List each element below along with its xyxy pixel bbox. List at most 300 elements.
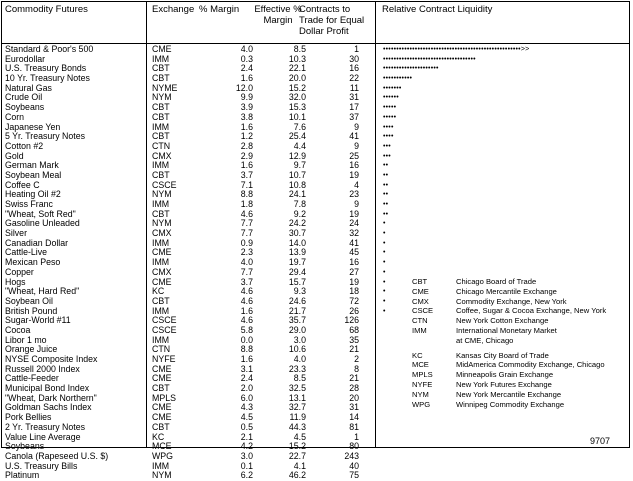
header-contracts-line3: Dollar Profit: [299, 26, 349, 37]
margin-value: 3.7: [240, 276, 253, 287]
effective-margin-value: 32.7: [288, 402, 306, 413]
effective-margin-value: 35.7: [288, 315, 306, 326]
effective-margin-value: 14.0: [288, 237, 306, 248]
exchange-code: CBT: [152, 421, 170, 432]
effective-margin-value: 29.4: [288, 266, 306, 277]
exchange-code: IMM: [152, 257, 170, 268]
contracts-value: 45: [349, 247, 359, 258]
commodity-name: Corn: [5, 111, 25, 122]
exchange-code: CME: [152, 412, 172, 423]
table-row: [0, 161, 633, 171]
legend-item: [412, 306, 627, 316]
table-row: [0, 64, 633, 74]
effective-margin-value: 7.8: [293, 199, 306, 209]
liquidity-bar: •••••••••••: [383, 75, 413, 83]
liquidity-bar: ••: [383, 181, 389, 189]
liquidity-bar: •: [383, 220, 386, 228]
margin-value: 4.3: [240, 402, 253, 413]
margin-value: 7.7: [240, 228, 253, 239]
effective-margin-value: 25.4: [288, 131, 306, 142]
effective-margin-value: 4.4: [293, 140, 306, 151]
exchange-code: MPLS: [152, 392, 176, 403]
commodity-name: Soybean Oil: [5, 295, 53, 306]
effective-margin-value: 4.5: [293, 431, 306, 442]
margin-value: 1.6: [240, 121, 253, 132]
liquidity-bar: •: [383, 307, 386, 315]
commodity-name: Value Line Average: [5, 431, 81, 442]
table-row: [0, 433, 633, 443]
margin-value: 4.6: [240, 315, 253, 326]
contracts-value: 18: [349, 286, 359, 297]
margin-value: 0.9: [240, 237, 253, 248]
commodity-name: Silver: [5, 228, 27, 239]
effective-margin-value: 3.0: [293, 334, 306, 345]
exchange-code: CBT: [152, 208, 170, 219]
legend-abbr: CSCE: [412, 306, 434, 316]
effective-margin-value: 13.1: [288, 392, 306, 403]
exchange-code: IMM: [152, 160, 170, 171]
commodity-name: Sugar-World #11: [5, 315, 71, 326]
commodity-name: "Wheat, Soft Red": [5, 208, 76, 219]
legend-full-name: Minneapolis Grain Exchange: [456, 370, 554, 380]
table-row: [0, 55, 633, 65]
contracts-value: 21: [349, 344, 359, 355]
margin-value: 5.8: [240, 324, 253, 335]
contracts-value: 28: [349, 383, 359, 394]
margin-value: 2.9: [240, 150, 253, 161]
margin-value: 7.1: [240, 179, 253, 190]
margin-value: 0.5: [240, 421, 253, 432]
margin-value: 1.2: [240, 131, 253, 142]
effective-margin-value: 10.3: [288, 53, 306, 64]
table-row: [0, 93, 633, 103]
legend-item: [412, 390, 627, 400]
liquidity-bar: •: [383, 288, 386, 296]
liquidity-bar: •: [383, 230, 386, 238]
margin-value: 4.0: [240, 257, 253, 268]
contracts-value: 24: [349, 218, 359, 229]
table-row: [0, 123, 633, 133]
effective-margin-value: 30.7: [288, 228, 306, 239]
contracts-value: 32: [349, 228, 359, 239]
contracts-value: 1: [354, 44, 359, 54]
exchange-code: CTN: [152, 344, 171, 355]
margin-value: 1.6: [240, 160, 253, 171]
effective-margin-value: 12.9: [288, 150, 306, 161]
contracts-value: 25: [349, 150, 359, 161]
exchange-code: CME: [152, 276, 172, 287]
exchange-code: CSCE: [152, 324, 177, 335]
commodity-name: Platinum: [5, 470, 40, 481]
commodity-name: Standard & Poor's 500: [5, 44, 94, 54]
legend-abbr: CME: [412, 286, 429, 296]
exchange-code: CSCE: [152, 179, 177, 190]
header-margin: % Margin: [199, 4, 240, 15]
margin-value: 4.6: [240, 286, 253, 297]
exchange-code: CME: [152, 247, 172, 258]
legend-abbr: IMM: [412, 325, 427, 335]
exchange-code: CBT: [152, 169, 170, 180]
commodity-name: Gold: [5, 150, 24, 161]
table-row: [0, 210, 633, 220]
exchange-code: IMM: [152, 53, 170, 64]
table-row: [0, 181, 633, 191]
effective-margin-value: 32.0: [288, 92, 306, 103]
contracts-value: 41: [349, 131, 359, 142]
contracts-value: 19: [349, 169, 359, 180]
commodity-name: Coffee C: [5, 179, 40, 190]
margin-value: 8.8: [240, 344, 253, 355]
commodity-name: Swiss Franc: [5, 199, 53, 209]
exchange-code: CME: [152, 402, 172, 413]
legend-full-name: Chicago Board of Trade: [456, 277, 537, 286]
commodity-name: Russell 2000 Index: [5, 363, 80, 374]
effective-margin-value: 29.0: [288, 324, 306, 335]
contracts-value: 8: [354, 363, 359, 374]
effective-margin-value: 15.3: [288, 102, 306, 113]
commodity-name: Canadian Dollar: [5, 237, 69, 248]
liquidity-bar: ••••••: [383, 94, 399, 102]
exchange-code: MCE: [152, 441, 172, 452]
contracts-value: 41: [349, 237, 359, 248]
header-contracts-line2: Trade for Equal: [299, 15, 365, 26]
effective-margin-value: 13.9: [288, 247, 306, 258]
legend-full-name: International Monetary Market: [456, 325, 557, 335]
exchange-code: CBT: [152, 102, 170, 113]
liquidity-bar: ••: [383, 171, 389, 179]
header-liquidity: Relative Contract Liquidity: [382, 4, 493, 15]
effective-margin-value: 20.0: [288, 73, 306, 84]
contracts-value: 75: [349, 470, 359, 481]
commodity-name: Cotton #2: [5, 140, 44, 151]
effective-margin-value: 10.1: [288, 111, 306, 122]
commodity-name: 10 Yr. Treasury Notes: [5, 73, 90, 84]
effective-margin-value: 9.3: [293, 286, 306, 297]
exchange-code: KC: [152, 431, 165, 442]
liquidity-bar: •••••: [383, 113, 397, 121]
exchange-code: CBT: [152, 131, 170, 142]
legend-abbr: CTN: [412, 316, 428, 326]
exchange-code: NYM: [152, 92, 172, 103]
table-row: [0, 452, 633, 462]
margin-value: 7.7: [240, 266, 253, 277]
effective-margin-value: 4.1: [293, 460, 306, 471]
commodity-name: 2 Yr. Treasury Notes: [5, 421, 86, 432]
contracts-value: 16: [349, 257, 359, 268]
effective-margin-value: 7.6: [293, 121, 306, 132]
effective-margin-value: 10.7: [288, 169, 306, 180]
exchange-code: IMM: [152, 237, 170, 248]
effective-margin-value: 9.7: [293, 160, 306, 171]
legend-abbr: NYM: [412, 389, 429, 399]
table-row: [0, 113, 633, 123]
exchange-code: NYFE: [152, 354, 176, 364]
commodity-name: Cattle-Live: [5, 247, 48, 258]
margin-value: 3.9: [240, 102, 253, 113]
liquidity-bar: •••: [383, 142, 391, 150]
commodity-name: Soybeans: [5, 102, 45, 113]
margin-value: 0.1: [240, 460, 253, 471]
commodity-name: "Wheat, Dark Northern": [5, 392, 97, 403]
margin-value: 0.3: [240, 53, 253, 64]
commodity-name: Libor 1 mo: [5, 334, 47, 345]
commodity-name: U.S. Treasury Bills: [5, 460, 78, 471]
exchange-code: CME: [152, 373, 172, 384]
commodity-name: NYSE Composite Index: [5, 354, 98, 364]
contracts-value: 9: [354, 140, 359, 151]
exchange-code: CSCE: [152, 315, 177, 326]
legend-abbr: MPLS: [412, 370, 433, 380]
liquidity-bar: •: [383, 239, 386, 247]
margin-value: 2.8: [240, 140, 253, 151]
exchange-code: CBT: [152, 63, 170, 74]
contracts-value: 17: [349, 102, 359, 113]
margin-value: 4.5: [240, 412, 253, 423]
header-commodity: Commodity Futures: [5, 4, 88, 15]
liquidity-bar: •: [383, 249, 386, 257]
effective-margin-value: 46.2: [288, 470, 306, 481]
legend-item: [412, 316, 627, 326]
contracts-value: 22: [349, 73, 359, 84]
contracts-value: 81: [349, 421, 359, 432]
margin-value: 2.3: [240, 247, 253, 258]
liquidity-bar: •••••: [383, 104, 397, 112]
margin-value: 3.8: [240, 111, 253, 122]
exchange-code: CBT: [152, 73, 170, 84]
commodity-name: Municipal Bond Index: [5, 383, 90, 394]
exchange-code: CMX: [152, 150, 172, 161]
legend-full-name: New York Futures Exchange: [456, 379, 552, 389]
margin-value: 6.0: [240, 392, 253, 403]
legend-item: [412, 360, 627, 370]
table-row: [0, 103, 633, 113]
margin-value: 4.6: [240, 295, 253, 306]
table-row: [0, 45, 633, 55]
commodity-name: Canola (Rapeseed U.S. $): [5, 450, 109, 461]
effective-margin-value: 21.7: [288, 305, 306, 316]
table-row: [0, 239, 633, 249]
margin-value: 3.0: [240, 450, 253, 461]
commodity-name: Soybeans: [5, 441, 45, 452]
header-divider: [1, 43, 630, 44]
margin-value: 1.6: [240, 354, 253, 364]
commodity-name: Goldman Sachs Index: [5, 402, 92, 413]
commodity-name: German Mark: [5, 160, 59, 171]
exchange-code: CBT: [152, 383, 170, 394]
legend-abbr: CBT: [412, 277, 428, 286]
effective-margin-value: 15.7: [288, 276, 306, 287]
commodity-name: "Wheat, Hard Red": [5, 286, 80, 297]
exchange-code: CMX: [152, 228, 172, 239]
commodity-name: Cocoa: [5, 324, 31, 335]
contracts-value: 26: [349, 305, 359, 316]
legend-full-name: Chicago Mercantile Exchange: [456, 286, 557, 296]
legend-full-name: Coffee, Sugar & Cocoa Exchange, New York: [456, 306, 607, 316]
exchange-code: NYM: [152, 218, 172, 229]
effective-margin-value: 23.3: [288, 363, 306, 374]
table-row: [0, 413, 633, 423]
legend-item: [412, 400, 627, 410]
legend-item: [412, 297, 627, 307]
commodity-name: Pork Bellies: [5, 412, 52, 423]
margin-value: 6.2: [240, 470, 253, 481]
effective-margin-value: 8.5: [293, 44, 306, 54]
commodity-name: Crude Oil: [5, 92, 43, 103]
margin-value: 12.0: [235, 82, 253, 93]
commodity-table-body: [0, 45, 633, 481]
contracts-value: 9: [354, 121, 359, 132]
contracts-value: 40: [349, 460, 359, 471]
commodity-name: Copper: [5, 266, 34, 277]
contracts-value: 126: [344, 315, 359, 326]
table-row: [0, 258, 633, 268]
contracts-value: 16: [349, 63, 359, 74]
exchange-code: IMM: [152, 199, 170, 209]
effective-margin-value: 32.5: [288, 383, 306, 394]
commodity-name: Orange Juice: [5, 344, 58, 355]
effective-margin-value: 24.1: [288, 189, 306, 200]
contracts-value: 31: [349, 92, 359, 103]
effective-margin-value: 8.5: [293, 373, 306, 384]
exchange-code: CBT: [152, 295, 170, 306]
liquidity-bar: ••: [383, 191, 389, 199]
legend-item: [412, 326, 627, 336]
exchange-code: NYME: [152, 82, 178, 93]
legend-item: [412, 351, 627, 361]
margin-value: 4.0: [240, 44, 253, 54]
table-row: [0, 219, 633, 229]
margin-value: 9.9: [240, 92, 253, 103]
contracts-value: 20: [349, 392, 359, 403]
contracts-value: 4: [354, 179, 359, 190]
margin-value: 0.0: [240, 334, 253, 345]
legend-item: [412, 277, 627, 287]
table-row: [0, 471, 633, 481]
liquidity-bar: •: [383, 268, 386, 276]
effective-margin-value: 10.6: [288, 344, 306, 355]
effective-margin-value: 22.1: [288, 63, 306, 74]
contracts-value: 35: [349, 334, 359, 345]
header-exchange: Exchange: [152, 4, 195, 15]
effective-margin-value: 4.0: [293, 354, 306, 364]
contracts-value: 9: [354, 199, 359, 209]
effective-margin-value: 44.3: [288, 421, 306, 432]
contracts-value: 1: [354, 431, 359, 442]
legend-abbr: WPG: [412, 399, 431, 409]
legend-item: [412, 370, 627, 380]
legend-full-name: MidAmerica Commodity Exchange, Chicago: [456, 360, 605, 370]
table-row: [0, 423, 633, 433]
legend-abbr: NYFE: [412, 379, 433, 389]
exchange-code: NYM: [152, 470, 172, 481]
margin-value: 4.6: [240, 208, 253, 219]
liquidity-bar: ••••••••••••••••••••••••••••••••••••••••••••••••••••>>: [383, 46, 530, 53]
liquidity-bar: •••••••: [383, 84, 402, 92]
table-row: [0, 152, 633, 162]
header-contracts: [299, 4, 364, 37]
table-row: [0, 200, 633, 210]
table-row: [0, 248, 633, 258]
commodity-name: Japanese Yen: [5, 121, 61, 132]
exchange-code: CME: [152, 44, 172, 54]
effective-margin-value: 24.6: [288, 295, 306, 306]
commodity-name: Natural Gas: [5, 82, 52, 93]
table-row: [0, 74, 633, 84]
contracts-value: 80: [349, 441, 359, 452]
effective-margin-value: 24.2: [288, 218, 306, 229]
effective-margin-value: 22.7: [288, 450, 306, 461]
table-row: [0, 132, 633, 142]
contracts-value: 19: [349, 208, 359, 219]
exchange-code: CMX: [152, 266, 172, 277]
exchange-code: IMM: [152, 334, 170, 345]
liquidity-bar: •: [383, 278, 386, 286]
contracts-value: 68: [349, 324, 359, 335]
commodity-name: Gasoline Unleaded: [5, 218, 80, 229]
header-effective-line2: Margin: [263, 15, 293, 26]
commodity-name: Eurodollar: [5, 53, 46, 64]
effective-margin-value: 11.9: [289, 412, 306, 423]
contracts-value: 14: [349, 412, 359, 423]
liquidity-bar: •: [383, 297, 386, 305]
exchange-code: NYM: [152, 189, 172, 200]
contracts-value: 27: [349, 266, 359, 277]
chart-code: 9707: [590, 436, 611, 446]
contracts-value: 37: [349, 111, 359, 122]
header-contracts-line1: Contracts to: [299, 4, 351, 15]
contracts-value: 72: [349, 295, 359, 306]
liquidity-bar: ••: [383, 162, 389, 170]
effective-margin-value: 15.2: [288, 82, 306, 93]
margin-value: 1.6: [240, 305, 253, 316]
margin-value: 3.7: [240, 169, 253, 180]
liquidity-bar: •: [383, 259, 386, 267]
effective-margin-value: 10.8: [288, 179, 306, 190]
liquidity-bar: ••••: [383, 133, 394, 141]
exchange-code: CTN: [152, 140, 171, 151]
legend-abbr: CMX: [412, 296, 429, 306]
table-row: [0, 142, 633, 152]
contracts-value: 31: [349, 402, 359, 413]
header-effective-line1: Effective %: [254, 4, 302, 15]
margin-value: 7.7: [240, 218, 253, 229]
margin-value: 2.4: [240, 373, 253, 384]
contracts-value: 11: [349, 82, 359, 93]
commodity-name: Heating Oil #2: [5, 189, 61, 200]
effective-margin-value: 9.2: [293, 208, 306, 219]
effective-margin-value: 15.2: [288, 441, 306, 452]
legend-item: [412, 380, 627, 390]
commodity-name: Hogs: [5, 276, 26, 287]
liquidity-bar: •••: [383, 152, 391, 160]
commodity-name: British Pound: [5, 305, 58, 316]
commodity-name: 5 Yr. Treasury Notes: [5, 131, 86, 142]
margin-value: 1.8: [240, 199, 253, 209]
exchange-legend: [412, 277, 627, 409]
contracts-value: 21: [349, 373, 359, 384]
margin-value: 1.6: [240, 73, 253, 84]
margin-value: 2.0: [240, 383, 253, 394]
legend-full-name: Kansas City Board of Trade: [456, 350, 549, 360]
legend-item: [412, 336, 627, 346]
margin-value: 2.4: [240, 63, 253, 74]
contracts-value: 243: [344, 450, 359, 461]
contracts-value: 23: [349, 189, 359, 200]
exchange-code: WPG: [152, 450, 174, 461]
legend-full-name: at CME, Chicago: [456, 335, 514, 345]
table-row: [0, 190, 633, 200]
exchange-code: IMM: [152, 305, 170, 316]
